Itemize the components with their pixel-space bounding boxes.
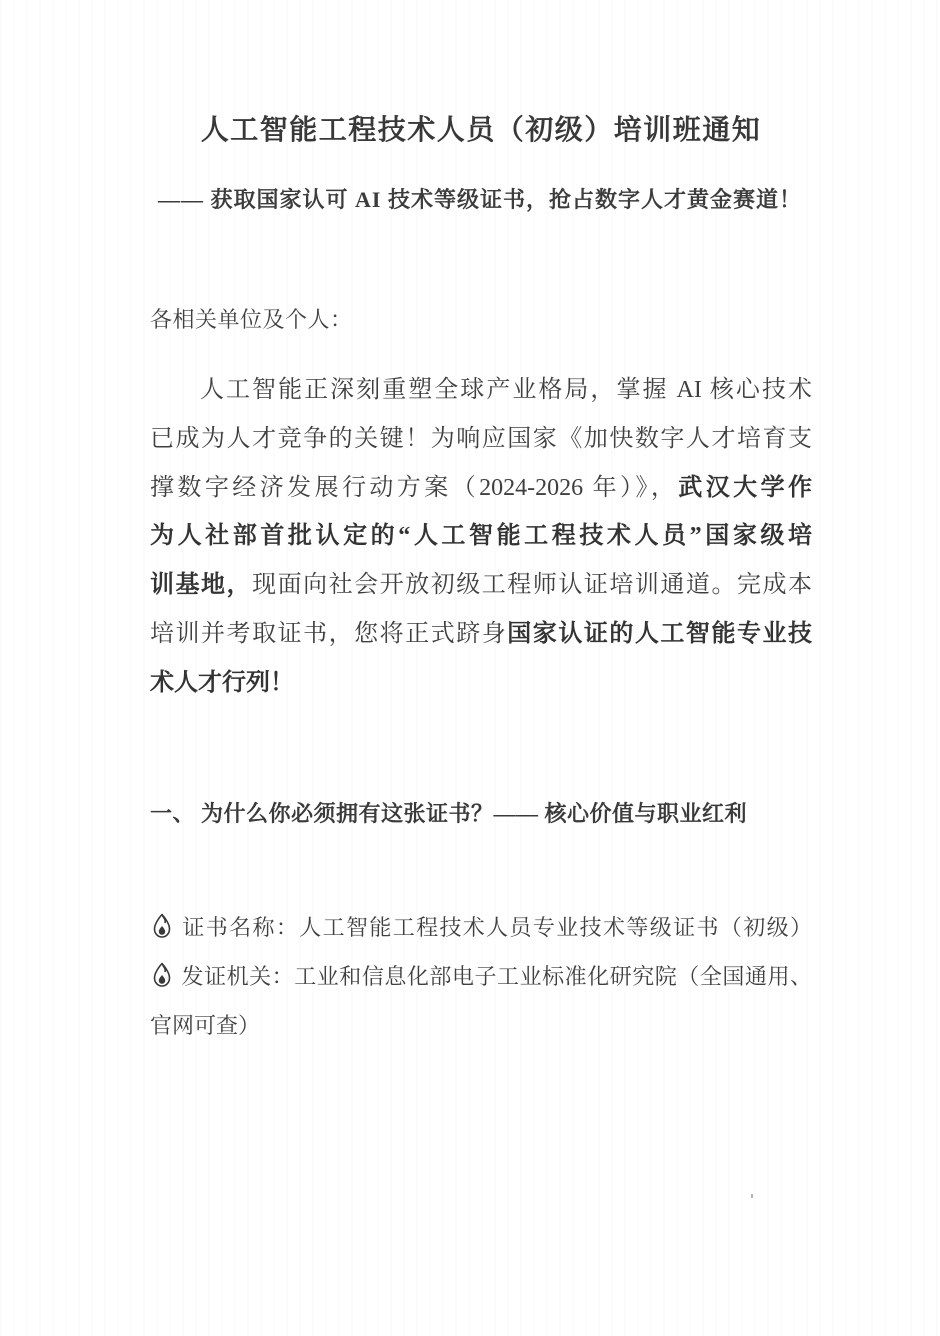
paragraph-segment: 现面向社会开放初级工程师认证培训通道。完成本 bbox=[252, 572, 813, 599]
paragraph-segment: 已成为人才竞争的关键！为响应国家《加快数字人才培育支 bbox=[150, 425, 812, 452]
paragraph-segment: 人工智能正深刻重塑全球产业格局，掌握 AI 核心技术 bbox=[200, 377, 812, 403]
paragraph-segment-bold: 训基地， bbox=[150, 572, 253, 599]
paragraph-segment-bold: 武汉大学作 bbox=[678, 474, 812, 501]
bullet-text: 发证机关：工业和信息化部电子工业标准化研究院（全国通用、 bbox=[181, 963, 812, 989]
paragraph-line bbox=[150, 415, 812, 464]
salutation: 各相关单位及个人： bbox=[150, 307, 353, 332]
bullet-item bbox=[150, 904, 812, 953]
paragraph-line bbox=[150, 464, 812, 513]
paragraph-segment: 培训并考取证书，您将正式跻身 bbox=[150, 620, 508, 647]
scan-speck bbox=[751, 1194, 753, 1198]
bullet-text: 证书名称：人工智能工程技术人员专业技术等级证书（初级） bbox=[181, 915, 812, 940]
document-title: 人工智能工程技术人员（初级）培训班通知 bbox=[200, 115, 762, 146]
bullet-item-continuation bbox=[150, 1002, 812, 1051]
paragraph-line bbox=[150, 512, 812, 561]
paragraph-line bbox=[150, 659, 812, 708]
paragraph-line bbox=[150, 366, 812, 415]
section-heading: 一、 为什么你必须拥有这张证书？—— 核心价值与职业红利 bbox=[150, 801, 748, 826]
paragraph-segment-bold: 为人社部首批认定的“人工智能工程技术人员”国家级培 bbox=[150, 523, 812, 550]
bullet-item bbox=[150, 953, 812, 1002]
flame-icon bbox=[150, 957, 174, 983]
bullet-list bbox=[150, 904, 812, 1050]
paragraph-segment-bold: 术人才行列！ bbox=[150, 669, 294, 696]
intro-paragraph bbox=[150, 366, 812, 708]
flame-icon bbox=[150, 908, 174, 934]
paragraph-segment-bold: 国家认证的人工智能专业技 bbox=[507, 620, 813, 647]
paragraph-segment: 撑数字经济发展行动方案（2024-2026 年）》， bbox=[150, 474, 679, 501]
bullet-text: 官网可查） bbox=[150, 1012, 261, 1038]
paragraph-line bbox=[150, 610, 812, 659]
paragraph-line bbox=[150, 561, 812, 610]
document-subtitle: —— 获取国家认可 AI 技术等级证书，抢占数字人才黄金赛道！ bbox=[158, 187, 802, 212]
